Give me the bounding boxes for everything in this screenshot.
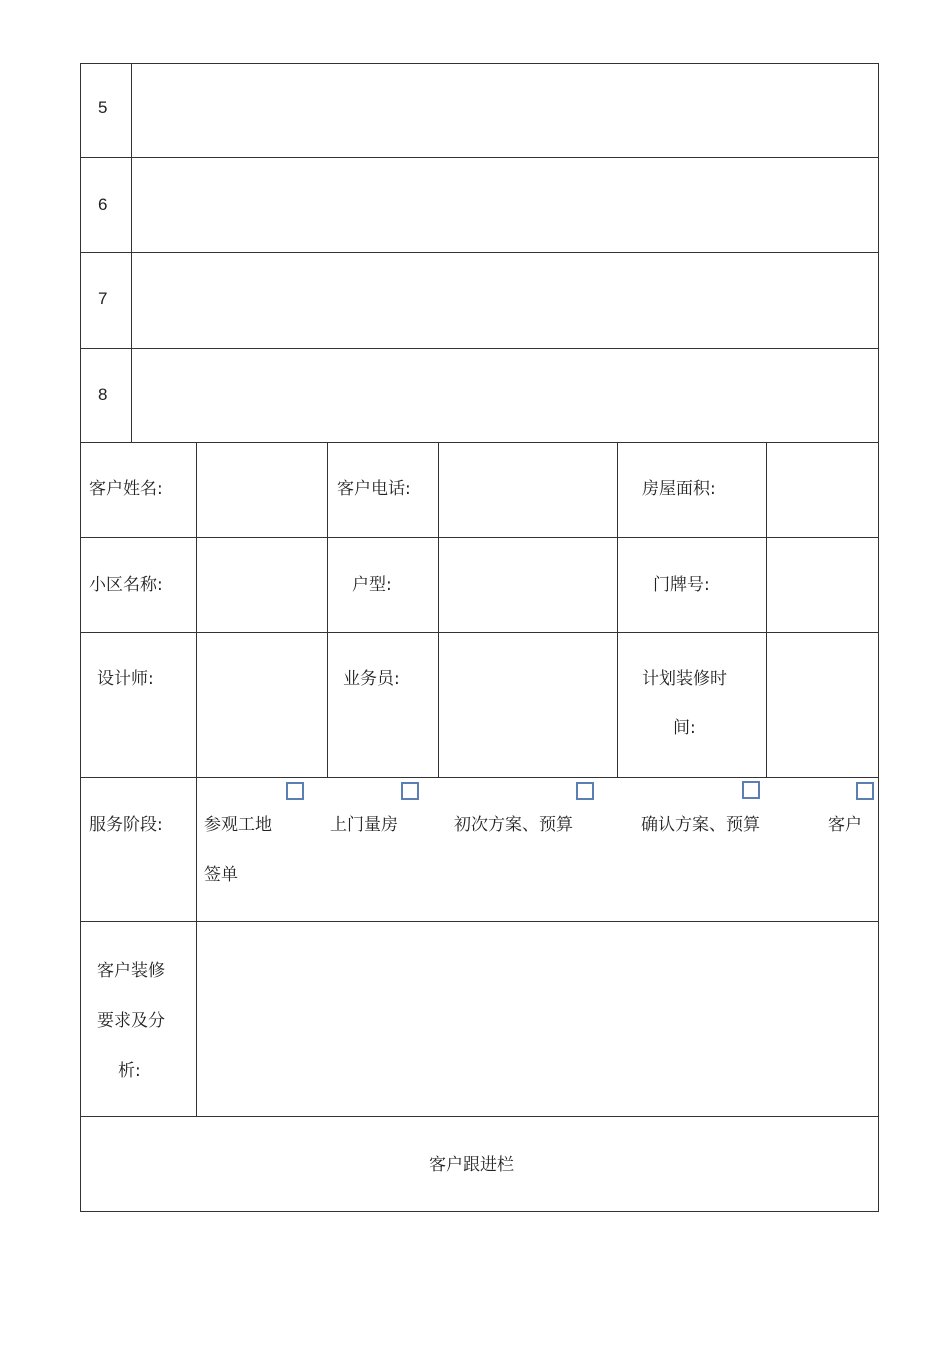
option-visit-site: 参观工地 (204, 815, 272, 835)
plan-time-label: 计划装修时 (642, 669, 727, 689)
house-type-label: 户型: (352, 575, 392, 595)
customer-phone-field[interactable] (439, 443, 617, 537)
table-left-border (80, 63, 81, 1212)
table-bottom-border (80, 1211, 879, 1212)
row-divider (80, 777, 879, 778)
option-customer-sign-continuation: 签单 (204, 865, 238, 885)
row-content-7[interactable] (132, 253, 878, 348)
plan-time-label: 间: (673, 718, 696, 738)
column-divider (617, 442, 618, 778)
salesman-label: 业务员: (343, 669, 400, 689)
checkbox-confirm-plan[interactable] (742, 781, 760, 799)
house-type-field[interactable] (439, 538, 617, 632)
option-confirm-plan: 确认方案、预算 (641, 815, 760, 835)
follow-up-title: 客户跟进栏 (429, 1155, 514, 1175)
row-index: 6 (98, 195, 108, 214)
door-number-label: 门牌号: (653, 575, 710, 595)
service-stage-label: 服务阶段: (89, 815, 163, 835)
option-measure-house: 上门量房 (330, 815, 398, 835)
designer-field[interactable] (197, 633, 327, 777)
checkbox-visit-site[interactable] (286, 782, 304, 800)
community-label: 小区名称: (89, 575, 163, 595)
plan-time-field[interactable] (767, 633, 878, 777)
community-field[interactable] (197, 538, 327, 632)
checkbox-customer-sign[interactable] (856, 782, 874, 800)
option-initial-plan: 初次方案、预算 (454, 815, 573, 835)
row-index: 5 (98, 98, 108, 117)
customer-name-field[interactable] (197, 443, 327, 537)
table-right-border (878, 63, 879, 1212)
option-customer-sign: 客户 (828, 815, 862, 835)
requirements-label: 要求及分 (97, 1011, 165, 1031)
row-index: 8 (98, 385, 108, 404)
door-number-field[interactable] (767, 538, 878, 632)
row-divider (80, 1116, 879, 1117)
row-content-5[interactable] (132, 64, 878, 157)
requirements-label: 析: (118, 1061, 141, 1081)
row-index: 7 (98, 289, 108, 308)
salesman-field[interactable] (439, 633, 617, 777)
house-area-field[interactable] (767, 443, 878, 537)
requirements-label: 客户装修 (97, 961, 165, 981)
customer-name-label: 客户姓名: (89, 479, 163, 499)
checkbox-measure-house[interactable] (401, 782, 419, 800)
designer-label: 设计师: (97, 669, 154, 689)
requirements-field[interactable] (197, 922, 878, 1116)
customer-phone-label: 客户电话: (337, 479, 411, 499)
checkbox-initial-plan[interactable] (576, 782, 594, 800)
row-content-6[interactable] (132, 158, 878, 252)
house-area-label: 房屋面积: (642, 479, 716, 499)
column-divider (327, 442, 328, 778)
row-content-8[interactable] (132, 349, 878, 442)
